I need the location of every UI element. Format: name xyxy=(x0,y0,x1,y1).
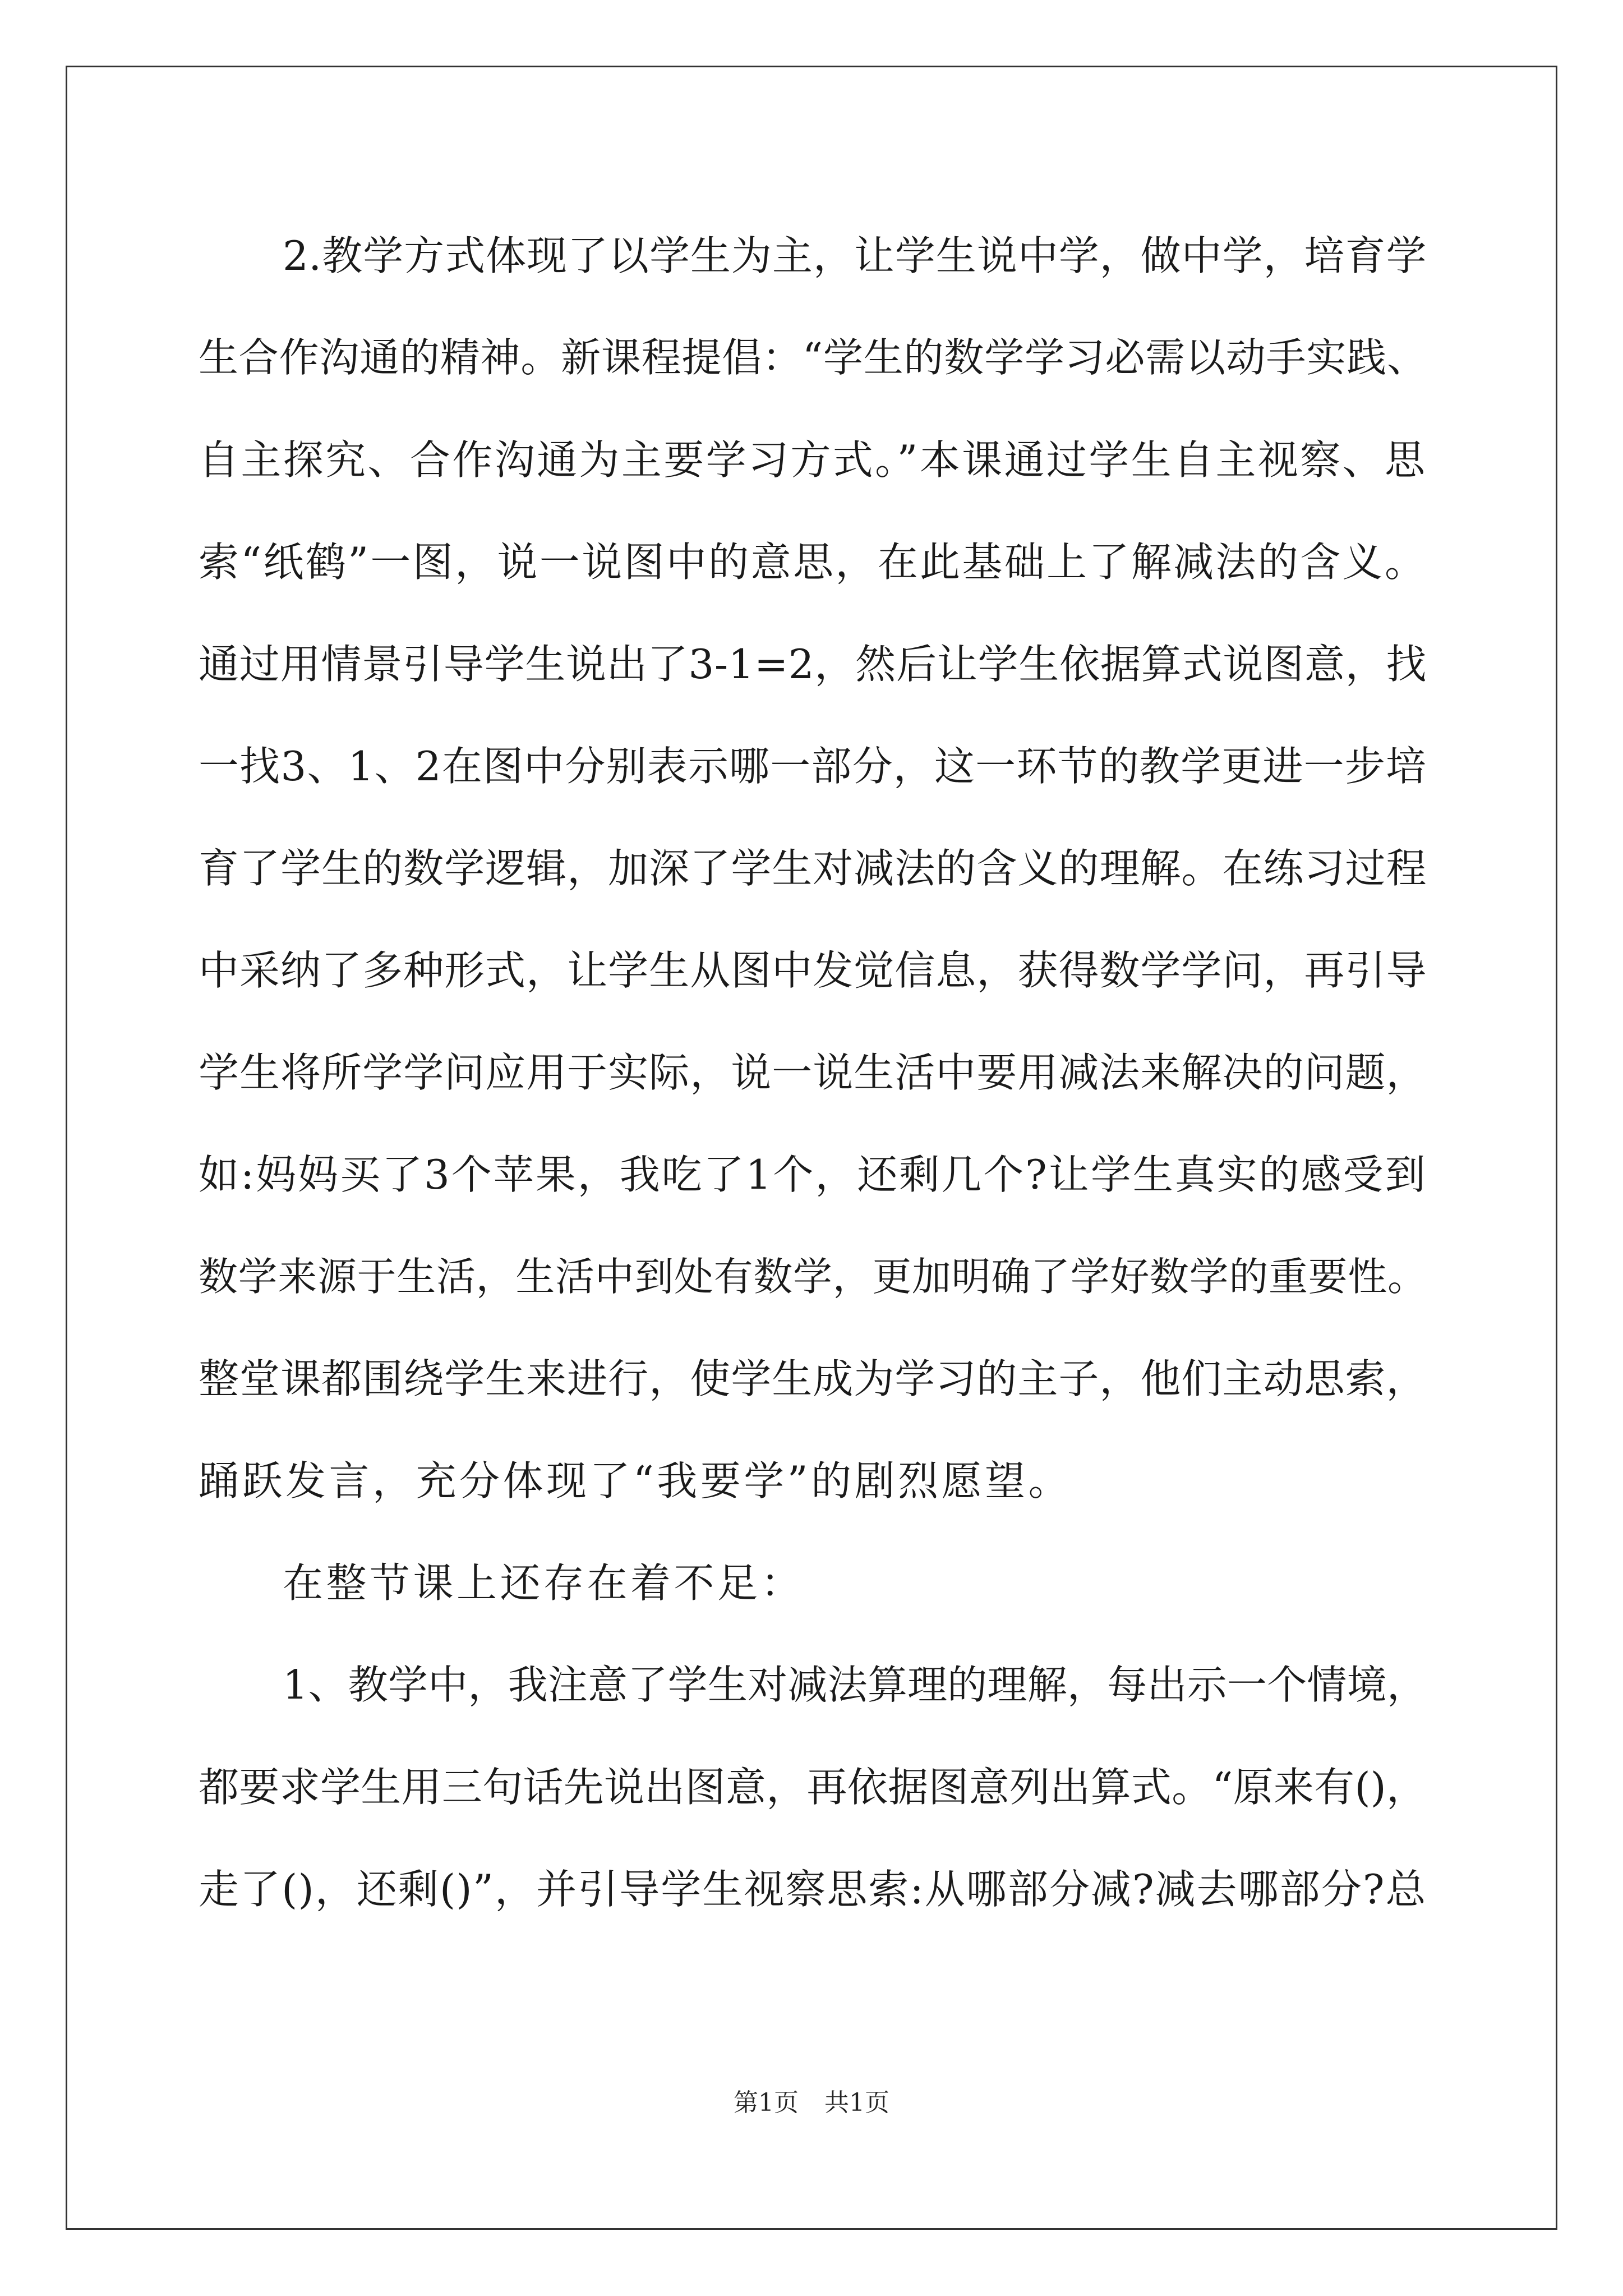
text-line: 踊跃发言，充分体现了“我要学”的剧烈愿望。 xyxy=(199,1457,1072,1504)
text-line: 整堂课都围绕学生来进行，使学生成为学习的主子，他们主动思索， xyxy=(199,1355,1427,1402)
text-line: 在整节课上还存在着不足： xyxy=(283,1559,805,1607)
document-body xyxy=(199,205,1427,1940)
text-line: 自主探究、合作沟通为主要学习方式。”本课通过学生自主视察、思 xyxy=(199,436,1427,484)
text-line: 生合作沟通的精神。新课程提倡：“学生的数学学习必需以动手实践、 xyxy=(199,334,1427,381)
text-line: 中采纳了多种形式，让学生从图中发觉信息，获得数学学问，再引导 xyxy=(199,947,1427,994)
text-line: 育了学生的数学逻辑，加深了学生对减法的含义的理解。在练习过程 xyxy=(199,845,1427,892)
page-number: 第1页 xyxy=(734,2088,799,2117)
text-line: 都要求学生用三句话先说出图意，再依据图意列出算式。“原来有()， xyxy=(199,1764,1427,1811)
text-line: 如:妈妈买了3个苹果，我吃了1个，还剩几个?让学生真实的感受到 xyxy=(199,1151,1427,1198)
total-pages: 共1页 xyxy=(824,2088,889,2117)
text-line: 2.教学方式体现了以学生为主，让学生说中学，做中学，培育学 xyxy=(283,232,1427,279)
text-line: 一找3、1、2在图中分别表示哪一部分，这一环节的教学更进一步培 xyxy=(199,743,1427,790)
text-line: 1、教学中，我注意了学生对减法算理的理解，每出示一个情境， xyxy=(283,1662,1427,1708)
text-line: 走了()，还剩()”，并引导学生视察思索:从哪部分减?减去哪部分?总 xyxy=(199,1866,1427,1913)
text-line: 通过用情景引导学生说出了3-1=2，然后让学生依据算式说图意，找 xyxy=(199,641,1427,688)
text-line: 数学来源于生活，生活中到处有数学，更加明确了学好数学的重要性。 xyxy=(199,1254,1427,1300)
page-footer xyxy=(0,2082,1623,2118)
text-line: 索“纸鹤”一图，说一说图中的意思，在此基础上了解减法的含义。 xyxy=(199,539,1427,586)
text-line: 学生将所学学问应用于实际，说一说生活中要用减法来解决的问题， xyxy=(199,1049,1427,1096)
